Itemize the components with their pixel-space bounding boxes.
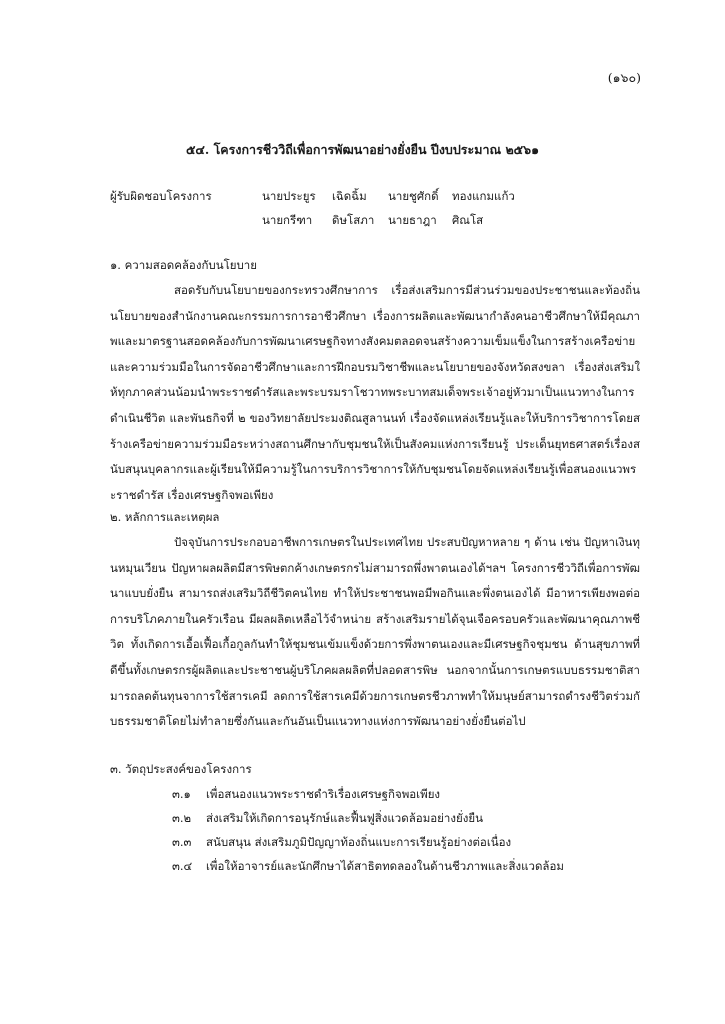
person-firstname: นายธาฎา (388, 213, 437, 227)
person-firstname: นายประยูร (262, 189, 316, 203)
objective-number: ๓.๑ (172, 787, 191, 801)
paragraph-text: สอดรับกับนโยบายของกระทรวงศึกษาการ เรื่อส่งเสริมการมีส่วนร่วมของประชาชนและท้องถิ่น นโยบายของสำนักงานคณะกรรมการการอาชีวศึกษา เรื่องการผลิตและพัฒนากำลังคนอาชีวศึกษาให้มีคุณภาพและมาตรฐานสอดคล้องกับการพัฒนาเศรษฐกิจทางสังคมตลอดจนสร้างความเข็มแข็งในการสร้างเครือข่ายและความร่วมมือในการจัดอาชีวศึกษาและการฝึกอบรมวิชาชีพและนโยบายของจังหวัดสงขลา เรื่องส่งเสริมให้ทุกภาคส่วนน้อมนำพระราชดำรัสและพระบรมราโชวาทพระบาทสมเด็จพระเจ้าอยู่หัวมาเป็นแนวทางในการดำเนินชีวิต และพันธกิจที่ ๒ ของวิทยาลัยประมงติณสูลานนท์ เรื่องจัดแหล่งเรียนรู้และให้บริการวิชาการโดยสร้างเครือข่ายความร่วมมือระหว่างสถานศึกษากับชุมชนให้เป็นสังคมแห่งการเรียนรู้ ประเด็นยุทธศาสตร์เรื่องสนับสนุนบุคลากรและผู้เรียนให้มีความรู้ในการบริการวิชาการให้กับชุมชนโดยจัดแหล่งเรียนรู้เพื่อสนองแนวพระราชดำรัส เรื่องเศรษฐกิจพอเพียง (110, 283, 640, 502)
list-item (110, 854, 640, 878)
objective-number: ๓.๔ (172, 859, 193, 873)
section-paragraph (110, 530, 640, 735)
responsible-label: ผู้รับผิดชอบโครงการ (110, 189, 212, 203)
page-number: (๑๖๐) (607, 70, 641, 85)
objective-number: ๓.๒ (172, 811, 192, 825)
objective-text: เพื่อให้อาจารย์และนักศึกษาได้สาธิตทดลองในด้านชีวภาพและสิ่งแวดล้อม (206, 859, 564, 873)
objective-number: ๓.๓ (172, 835, 192, 849)
list-item (110, 806, 640, 830)
objectives-list (110, 782, 640, 878)
person-firstname: นายชูศักดิ์ (388, 189, 439, 203)
section-rationale (110, 504, 640, 735)
list-item (110, 830, 640, 854)
section-paragraph (110, 278, 640, 508)
section-heading: ๓. วัตถุประสงค์ของโครงการ (110, 762, 252, 776)
section-objectives (110, 756, 640, 878)
section-policy (110, 252, 640, 508)
list-item (110, 782, 640, 806)
document-title: ๕๔. โครงการชีววิถีเพื่อการพัฒนาอย่างยั่งยืน ปีงบประมาณ ๒๕๖๑ (185, 142, 540, 157)
person-lastname: ดิษโสภา (332, 213, 375, 227)
objective-text: ส่งเสริมให้เกิดการอนุรักษ์และฟื้นฟูสิ่งแวดล้อมอย่างยั่งยืน (206, 811, 483, 825)
section-heading: ๒. หลักการและเหตุผล (110, 510, 220, 524)
responsible-row (262, 208, 483, 232)
responsible-row (262, 184, 515, 208)
person-lastname: เฉิดฉิ้ม (332, 189, 367, 203)
objective-text: สนับสนุน ส่งเสริมภูมิปัญญาท้องถิ่นแบะการเรียนรู้อย่างต่อเนื่อง (206, 835, 512, 849)
person-firstname: นายกรีฑา (262, 213, 313, 227)
section-heading: ๑. ความสอดคล้องกับนโยบาย (110, 258, 257, 272)
paragraph-text: ปัจจุบันการประกอบอาชีพการเกษตรในประเทศไทย ประสบปัญหาหลาย ๆ ด้าน เช่น ปัญหาเงินทุนหมุนเวียน ปัญหาผลผลิตมีสารพิษตกค้างเกษตรกรไม่สามารถพึ่งพาตนเองได้ฯลฯ โครงการชีววิถีเพื่อการพัฒนาแบบยั่งยืน สามารถส่งเสริมวิถีชีวิตคนไทย ทำให้ประชาชนพอมีพอกินและพึ่งตนเองได้ มีอาหารเพียงพอต่อการบริโภคภายในครัวเรือน มีผลผลิตเหลือไว้จำหน่าย สร้างเสริมรายได้จุนเจือครอบครัวและพัฒนาคุณภาพชีวิต ทั้งเกิดการเอื้อเฟื้อเกื้อกูลกันทำให้ชุมชนเข้มแข็งด้วยการพึ่งพาตนเองและมีเศรษฐกิจชุมชน ด้านสุขภาพที่ดีขึ้นทั้งเกษตรกรผู้ผลิตและประชาชนผู้บริโภคผลผลิตที่ปลอดสารพิษ นอกจากนั้นการเกษตรแบบธรรมชาติสามารถลดต้นทุนจาการใช้สารเคมี ลดการใช้สารเคมีด้วยการเกษตรชีวภาพทำให้มนุษย์สามารถดำรงชีวิตร่วมกับธรรมชาติโดยไม่ทำลายซึ่งกันและกันอันเป็นแนวทางแห่งการพัฒนาอย่างยั่งยืนต่อไป (110, 535, 640, 729)
person-lastname: ทองแกมแก้ว (452, 189, 515, 203)
person-lastname: ศิณโส (452, 213, 484, 227)
objective-text: เพื่อสนองแนวพระราชดำริเรื่องเศรษฐกิจพอเพียง (206, 787, 441, 801)
